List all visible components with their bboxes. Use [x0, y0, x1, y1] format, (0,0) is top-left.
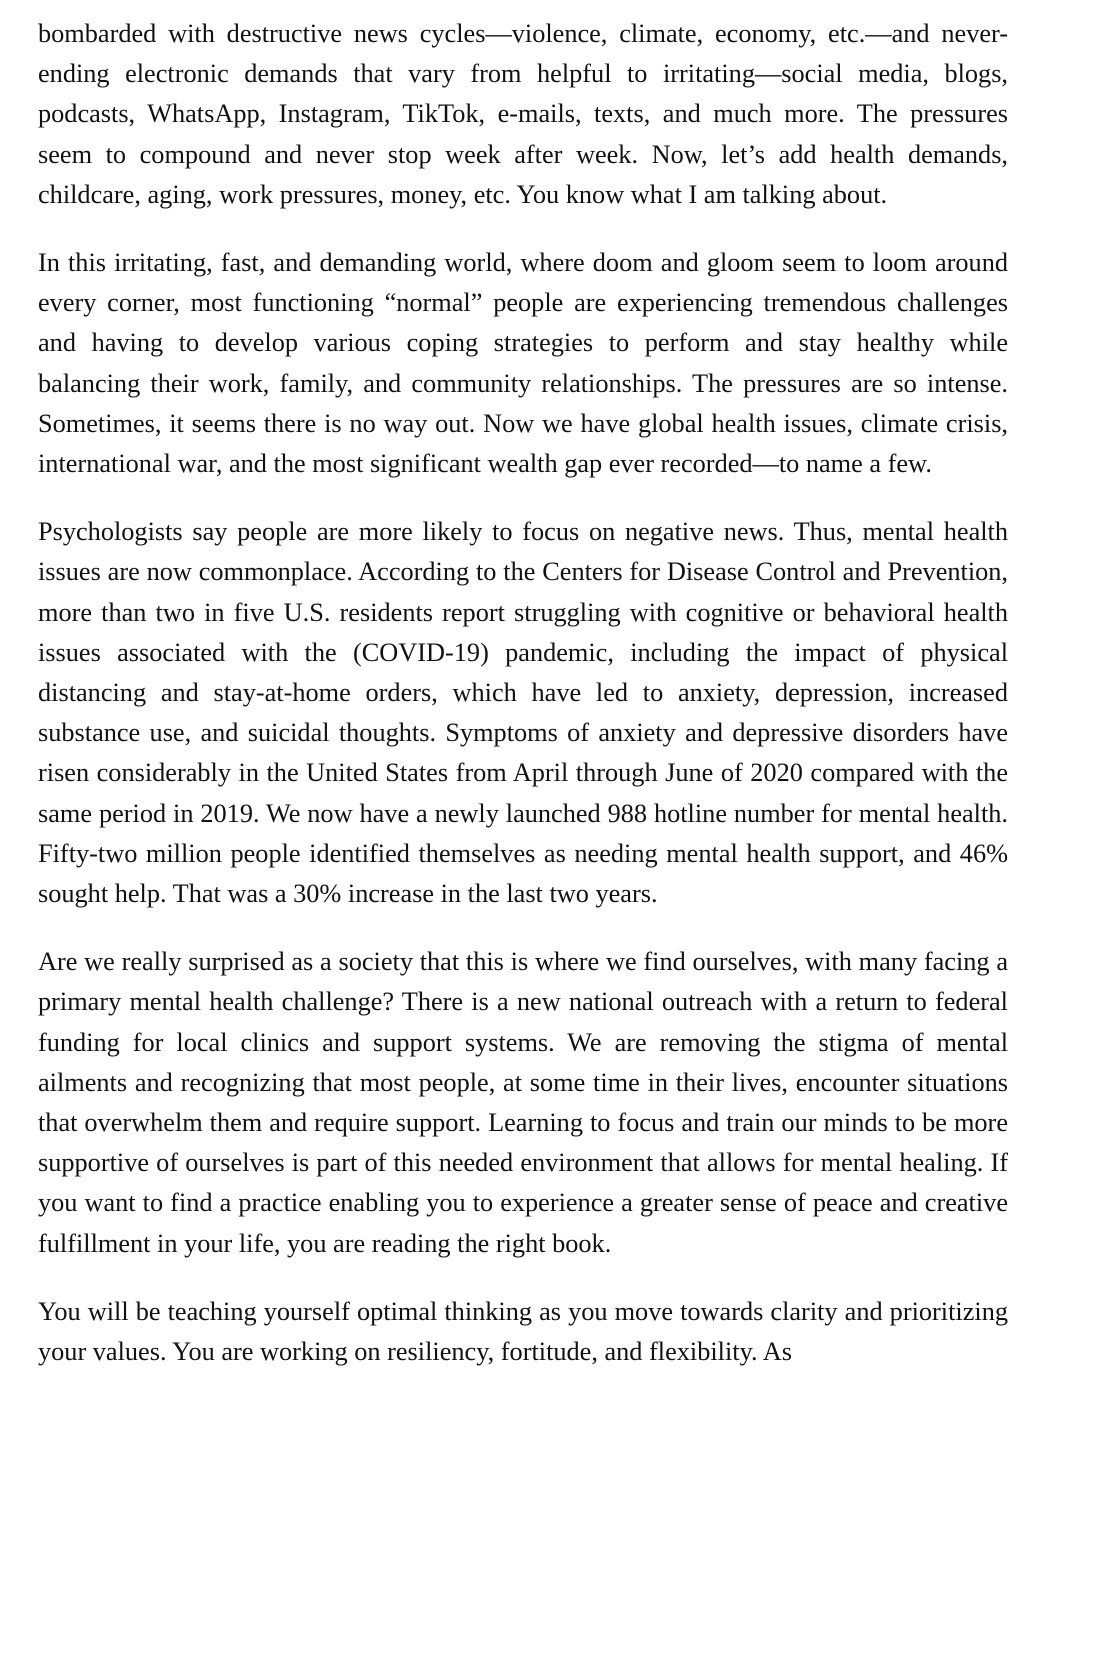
- document-page: [38, 14, 1008, 1400]
- paragraph-psychologists: Psychologists say people are more likely to focus on negative news. Thus, mental health issues are now commonplace. According to the Centers for Disease Control and Prevention, more than two in five U.S. residents report struggling with cognitive or behavioral health issues associated with the (COVID-19) pandemic, including the impact of physical distancing and stay-at-home orders, which have led to anxiety, depression, increased substance use, and suicidal thoughts. Symptoms of anxiety and depressive disorders have risen considerably in the United States from April through June of 2020 compared with the same period in 2019. We now have a newly launched 988 hotline number for mental health. Fifty-two million people identified themselves as needing mental health support, and 46% sought help. That was a 30% increase in the last two years.: [38, 517, 1008, 909]
- paragraph-news-cycles: bombarded with destructive news cycles—violence, climate, economy, etc.—and never-ending electronic demands that vary from helpful to irritating—social media, blogs, podcasts, WhatsApp, Instagram, TikTok, e-mails, texts, and much more. The pressures seem to compound and never stop week after week. Now, let’s add health demands, childcare, aging, work pressures, money, etc. You know what I am talking about.: [38, 19, 1008, 209]
- paragraph-demanding-world: In this irritating, fast, and demanding world, where doom and gloom seem to loom around every corner, most functioning “normal” people are experiencing tremendous challenges and having to develop various coping strategies to perform and stay healthy while balancing their work, family, and community relationships. The pressures are so intense. Sometimes, it seems there is no way out. Now we have global health issues, climate crisis, international war, and the most significant wealth gap ever recorded—to name a few.: [38, 248, 1008, 479]
- paragraph-optimal-thinking: You will be teaching yourself optimal thinking as you move towards clarity and prioritizing your values. You are working on resiliency, fortitude, and flexibility. As: [38, 1296, 1008, 1367]
- paragraph-society: Are we really surprised as a society that this is where we find ourselves, with many facing a primary mental health challenge? There is a new national outreach with a return to federal funding for local clinics and support systems. We are removing the stigma of mental ailments and recognizing that most people, at some time in their lives, encounter situations that overwhelm them and require support. Learning to focus and train our minds to be more supportive of ourselves is part of this needed environment that allows for mental healing. If you want to find a practice enabling you to experience a greater sense of peace and creative fulfillment in your life, you are reading the right book.: [38, 947, 1008, 1258]
